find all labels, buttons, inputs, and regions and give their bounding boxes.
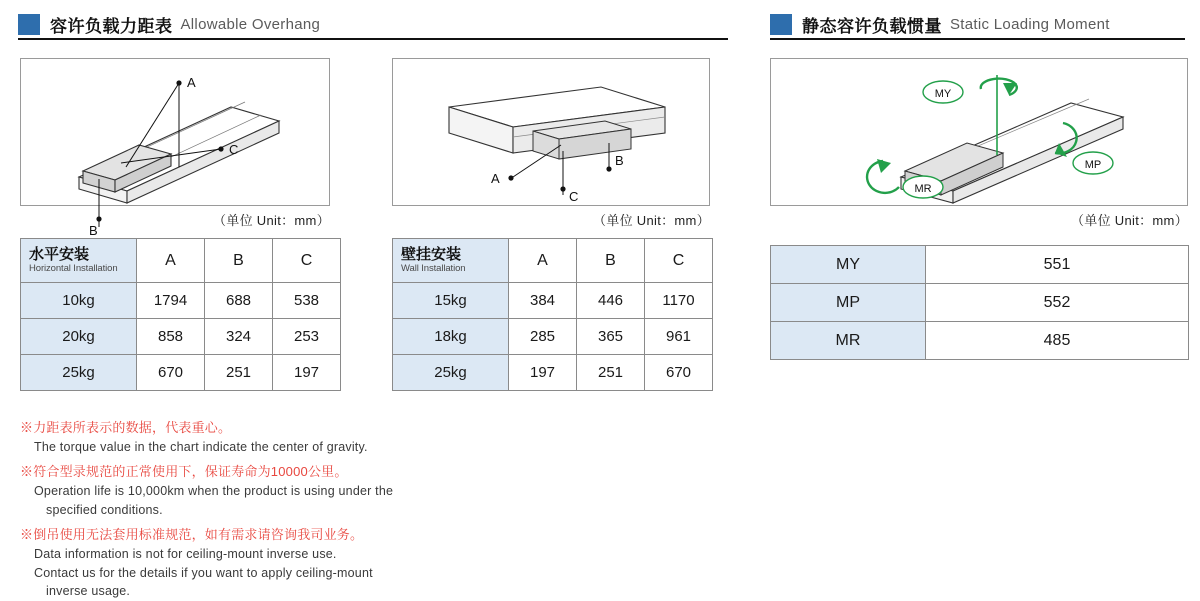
- cell-value: 446: [577, 283, 645, 319]
- cell-value: 197: [273, 355, 341, 391]
- section-title-en: Allowable Overhang: [180, 15, 321, 33]
- svg-text:A: A: [187, 75, 196, 90]
- note-en: specified conditions.: [46, 502, 163, 517]
- cell-value: 253: [273, 319, 341, 355]
- table-horizontal-installation: [20, 238, 341, 391]
- column-header-c: C: [273, 239, 341, 283]
- table-header-row: [393, 239, 713, 283]
- svg-text:MP: MP: [1084, 159, 1102, 171]
- row-label: 18kg: [393, 319, 509, 355]
- note-en: Operation life is 10,000km when the product is using under the: [34, 483, 394, 498]
- table-static-loading-moment: [770, 245, 1189, 360]
- row-label: 10kg: [21, 283, 137, 319]
- table-row: [393, 319, 713, 355]
- section-title-cn: 容许负载力距表: [50, 16, 173, 36]
- section-title-cn: 静态容许负载惯量: [802, 16, 942, 36]
- column-header-a: A: [509, 239, 577, 283]
- section-title-en: Static Loading Moment: [950, 15, 1110, 33]
- table-header-row: [21, 239, 341, 283]
- row-label: 25kg: [21, 355, 137, 391]
- wall-installation-figure: [392, 58, 710, 206]
- header-cn: 壁挂安装: [401, 246, 462, 264]
- cell-value: 485: [926, 322, 1189, 360]
- column-header-c: C: [645, 239, 713, 283]
- cell-value: 688: [205, 283, 273, 319]
- note-cn: ※力距表所表示的数据，代表重心。: [20, 420, 232, 435]
- row-label: 20kg: [21, 319, 137, 355]
- table-row: [771, 246, 1189, 284]
- svg-text:C: C: [229, 142, 239, 157]
- cell-value: 551: [926, 246, 1189, 284]
- row-label: MP: [771, 284, 926, 322]
- row-label: MY: [771, 246, 926, 284]
- column-header-a: A: [137, 239, 205, 283]
- header-en: Wall Installation: [401, 262, 466, 274]
- unit-label-fig3: （单位 Unit：mm）: [1071, 213, 1188, 228]
- cell-value: 538: [273, 283, 341, 319]
- cell-value: 552: [926, 284, 1189, 322]
- table-row: [21, 355, 341, 391]
- note-cn: ※符合型录规范的正常使用下，保证寿命为10000公里。: [20, 464, 348, 480]
- table-wall-installation: [392, 238, 713, 391]
- svg-text:B: B: [89, 223, 98, 238]
- svg-text:A: A: [491, 171, 500, 186]
- header-en: Horizontal Installation: [29, 262, 118, 274]
- cell-value: 365: [577, 319, 645, 355]
- section-header-static-loading-moment: [770, 10, 1185, 40]
- svg-text:MR: MR: [914, 183, 932, 195]
- row-label: MR: [771, 322, 926, 360]
- cell-value: 285: [509, 319, 577, 355]
- note-en: inverse usage.: [46, 584, 131, 599]
- cell-value: 251: [577, 355, 645, 391]
- cell-value: 1170: [645, 283, 713, 319]
- svg-text:C: C: [569, 189, 579, 204]
- cell-value: 384: [509, 283, 577, 319]
- unit-label-fig2: （单位 Unit：mm）: [593, 213, 710, 228]
- note-cn: ※倒吊使用无法套用标准规范，如有需求请咨询我司业务。: [20, 527, 364, 543]
- unit-label-fig1: （单位 Unit：mm）: [213, 213, 330, 228]
- cell-value: 670: [645, 355, 713, 391]
- column-header-b: B: [577, 239, 645, 283]
- svg-text:MY: MY: [934, 88, 952, 100]
- table-row: [21, 319, 341, 355]
- cell-value: 324: [205, 319, 273, 355]
- cell-value: 961: [645, 319, 713, 355]
- cell-value: 251: [205, 355, 273, 391]
- column-header-b: B: [205, 239, 273, 283]
- cell-value: 1794: [137, 283, 205, 319]
- svg-text:B: B: [615, 153, 624, 168]
- note-en: The torque value in the chart indicate the center of gravity.: [34, 439, 368, 454]
- notes-block: [20, 418, 640, 601]
- section-header-allowable-overhang: [18, 10, 728, 40]
- cell-value: 858: [137, 319, 205, 355]
- cell-value: 197: [509, 355, 577, 391]
- accent-bar-icon: [18, 14, 40, 35]
- table-row: [771, 284, 1189, 322]
- row-label: 15kg: [393, 283, 509, 319]
- row-label: 25kg: [393, 355, 509, 391]
- table-row: [393, 355, 713, 391]
- static-loading-moment-figure: [770, 58, 1188, 206]
- table-row: [393, 283, 713, 319]
- table-header-label: [21, 239, 137, 283]
- table-row: [21, 283, 341, 319]
- table-row: [771, 322, 1189, 360]
- header-cn: 水平安装: [29, 246, 90, 264]
- table-header-label: [393, 239, 509, 283]
- accent-bar-icon: [770, 14, 792, 35]
- note-en: Data information is not for ceiling-mount inverse use.: [34, 546, 337, 561]
- cell-value: 670: [137, 355, 205, 391]
- note-en: Contact us for the details if you want to apply ceiling-mount: [34, 565, 373, 580]
